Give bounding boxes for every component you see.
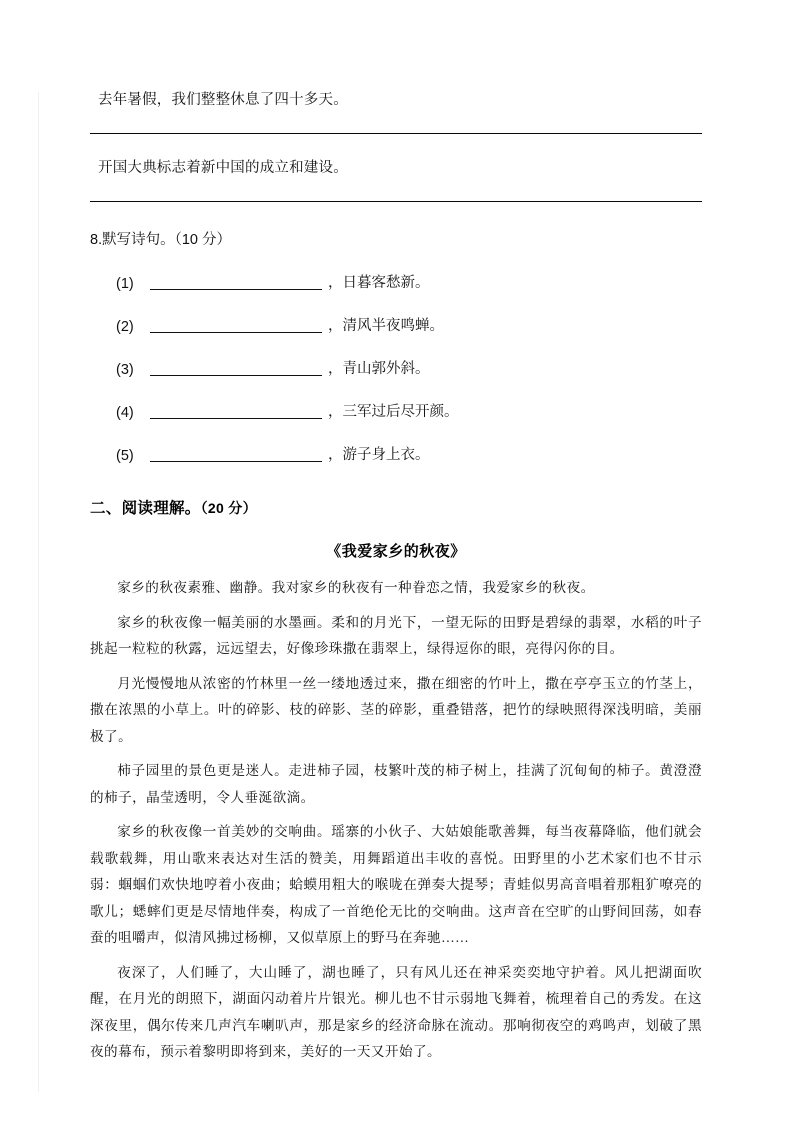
dictation-item-3-number: (3) [116, 362, 134, 378]
reading-section-label: 二、阅读理解。 [90, 500, 201, 517]
sentence-question-3-text: 去年暑假，我们整整休息了四十多天。 [98, 92, 348, 108]
sentence-question-3 [98, 88, 702, 109]
article-paragraph: 夜深了，人们睡了，大山睡了，湖也睡了，只有风儿还在神采奕奕地守护着。风儿把湖面吹醒，在月光的朗照下，湖面闪动着片片银光。柳儿也不甘示弱地飞舞着，梳理着自己的秀发。在这深夜里，偶尔传来几声汽车喇叭声，那是家乡的经济命脉在流动。那响彻夜空的鸡鸣声，划破了黑夜的幕布，预示着黎明即将到来，美好的一天又开始了。 [90, 964, 702, 1059]
sentence-question-4-text: 开国大典标志着新中国的成立和建设。 [98, 160, 348, 176]
dictation-blank-3[interactable] [150, 360, 322, 376]
dictation-item-2 [116, 314, 702, 335]
article-paragraph: 家乡的秋夜素雅、幽静。我对家乡的秋夜有一种眷恋之情，我爱家乡的秋夜。 [117, 580, 595, 595]
answer-rule-4[interactable] [90, 201, 702, 202]
dictation-item-4-number: (4) [116, 405, 134, 421]
dictation-item-1 [116, 271, 702, 292]
article-body [90, 575, 702, 1066]
dictation-item-4 [116, 400, 702, 421]
dictation-item-5-number: (5) [116, 448, 134, 464]
dictation-blank-1[interactable] [150, 274, 322, 290]
article-paragraph: 家乡的秋夜像一幅美丽的水墨画。柔和的月光下，一望无际的田野是碧绿的翡翠，水稻的叶子挑起一粒粒的秋露，远远望去，好像珍珠撒在翡翠上，绿得逗你的眼，亮得闪你的目。 [90, 614, 702, 656]
page-gutter-artifact [38, 92, 39, 1092]
article-title: 《我爱家乡的秋夜》 [326, 543, 466, 560]
dictation-heading: 8.默写诗句。（10 分） [90, 232, 231, 248]
dictation-blank-2[interactable] [150, 317, 322, 333]
dictation-item-2-number: (2) [116, 319, 134, 335]
article-paragraph: 家乡的秋夜像一首美妙的交响曲。瑶寨的小伙子、大姑娘能歌善舞，每当夜幕降临，他们就会载歌载舞，用山歌来表达对生活的赞美，用舞蹈道出丰收的喜悦。田野里的小艺术家们也不甘示弱：蝈蝈们欢快地哼着小夜曲；蛤蟆用粗大的喉咙在弹奏大提琴；青蛙似男高音唱着那粗犷嘹亮的歌儿；蟋蟀们更是尽情地伴奏，构成了一首绝伦无比的交响曲。这声音在空旷的山野间回荡，如春蚕的咀嚼声，似清风拂过杨柳，又似草原上的野马在奔驰…… [90, 824, 702, 945]
dictation-blank-4[interactable] [150, 403, 322, 419]
spacer [90, 134, 702, 156]
sentence-question-4 [98, 156, 702, 177]
reading-section-points: （20 分） [200, 500, 257, 516]
dictation-item-4-text: ，三军过后尽开颜。 [328, 404, 459, 420]
dictation-item-5-text: ，游子身上衣。 [328, 447, 430, 463]
reading-section-heading [90, 496, 702, 518]
article-paragraph: 柿子园里的景色更是迷人。走进柿子园，枝繁叶茂的柿子树上，挂满了沉甸甸的柿子。黄澄澄的柿子，晶莹透明，令人垂涎欲滴。 [90, 763, 702, 805]
article-paragraph: 月光慢慢地从浓密的竹林里一丝一缕地透过来，撒在细密的竹叶上，撒在亭亭玉立的竹茎上，撒在浓黑的小草上。叶的碎影、枝的碎影、茎的碎影，重叠错落，把竹的绿映照得深浅明暗，美丽极了。 [90, 675, 702, 744]
dictation-item-1-number: (1) [116, 276, 134, 292]
dictation-item-5 [116, 443, 702, 464]
dictation-item-1-text: ，日暮客愁新。 [328, 275, 430, 291]
dictation-item-2-text: ，清风半夜鸣蝉。 [328, 318, 444, 334]
dictation-blank-5[interactable] [150, 446, 322, 462]
page-content [90, 88, 702, 1074]
dictation-item-3-text: ，青山郭外斜。 [328, 361, 430, 377]
dictation-item-3 [116, 357, 702, 378]
